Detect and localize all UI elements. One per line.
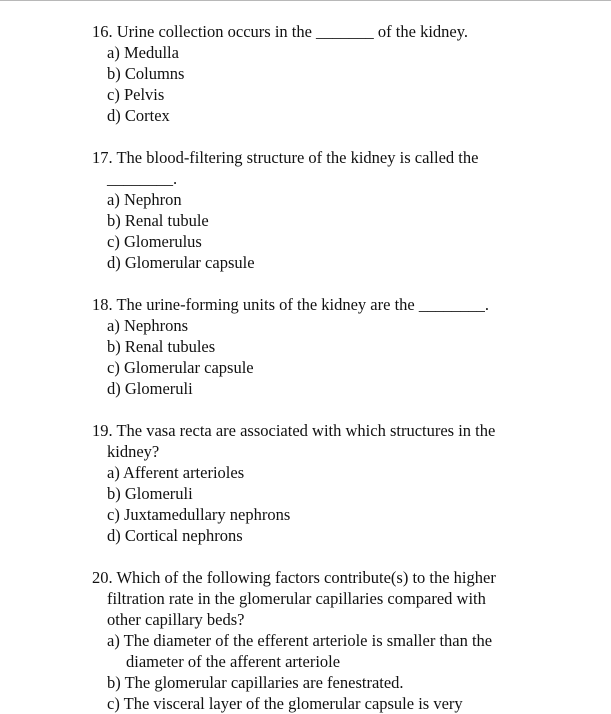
question-19-option-d: d) Cortical nephrons — [107, 526, 243, 545]
question-16-option-a: a) Medulla — [107, 43, 179, 62]
question-18-option-c: c) Glomerular capsule — [107, 358, 254, 377]
question-20-option-c: c) The visceral layer of the glomerular capsule is very — [107, 694, 463, 713]
question-19-option-b: b) Glomeruli — [107, 484, 193, 503]
question-17-option-d: d) Glomerular capsule — [107, 253, 255, 272]
question-17-option-b: b) Renal tubule — [107, 211, 209, 230]
question-18-option-b: b) Renal tubules — [107, 337, 216, 356]
question-17-text-blank: ________. — [107, 169, 178, 188]
question-16-option-d: d) Cortex — [107, 106, 170, 125]
question-16-text: 16. Urine collection occurs in the _______ of the kidney. — [92, 22, 469, 41]
question-18-option-d: d) Glomeruli — [107, 379, 193, 398]
question-16-option-c: c) Pelvis — [107, 85, 165, 104]
question-20-text: 20. Which of the following factors contribute(s) to the higher — [92, 568, 496, 587]
question-19-text: 19. The vasa recta are associated with which structures in the — [92, 421, 496, 440]
page-bottom-cutoff — [0, 686, 611, 713]
question-20-option-a: a) The diameter of the efferent arteriole is smaller than the — [107, 631, 493, 650]
question-17-option-c: c) Glomerulus — [107, 232, 202, 251]
question-16-option-b: b) Columns — [107, 64, 185, 83]
question-20-text-cont-2: other capillary beds? — [107, 610, 245, 629]
question-18-option-a: a) Nephrons — [107, 316, 189, 335]
question-20-text-cont-1: filtration rate in the glomerular capillaries compared with — [107, 589, 486, 608]
question-17-text: 17. The blood-filtering structure of the kidney is called the — [92, 148, 479, 167]
question-17-option-a: a) Nephron — [107, 190, 182, 209]
question-19-option-a: a) Afferent arterioles — [107, 463, 245, 482]
question-20-option-a-cont: diameter of the afferent arteriole — [126, 652, 341, 671]
question-19-option-c: c) Juxtamedullary nephrons — [107, 505, 291, 524]
question-18-text: 18. The urine-forming units of the kidney are the ________. — [92, 295, 489, 314]
question-20-option-b: b) The glomerular capillaries are fenestrated. — [107, 673, 404, 692]
question-19-text-cont: kidney? — [107, 442, 160, 461]
